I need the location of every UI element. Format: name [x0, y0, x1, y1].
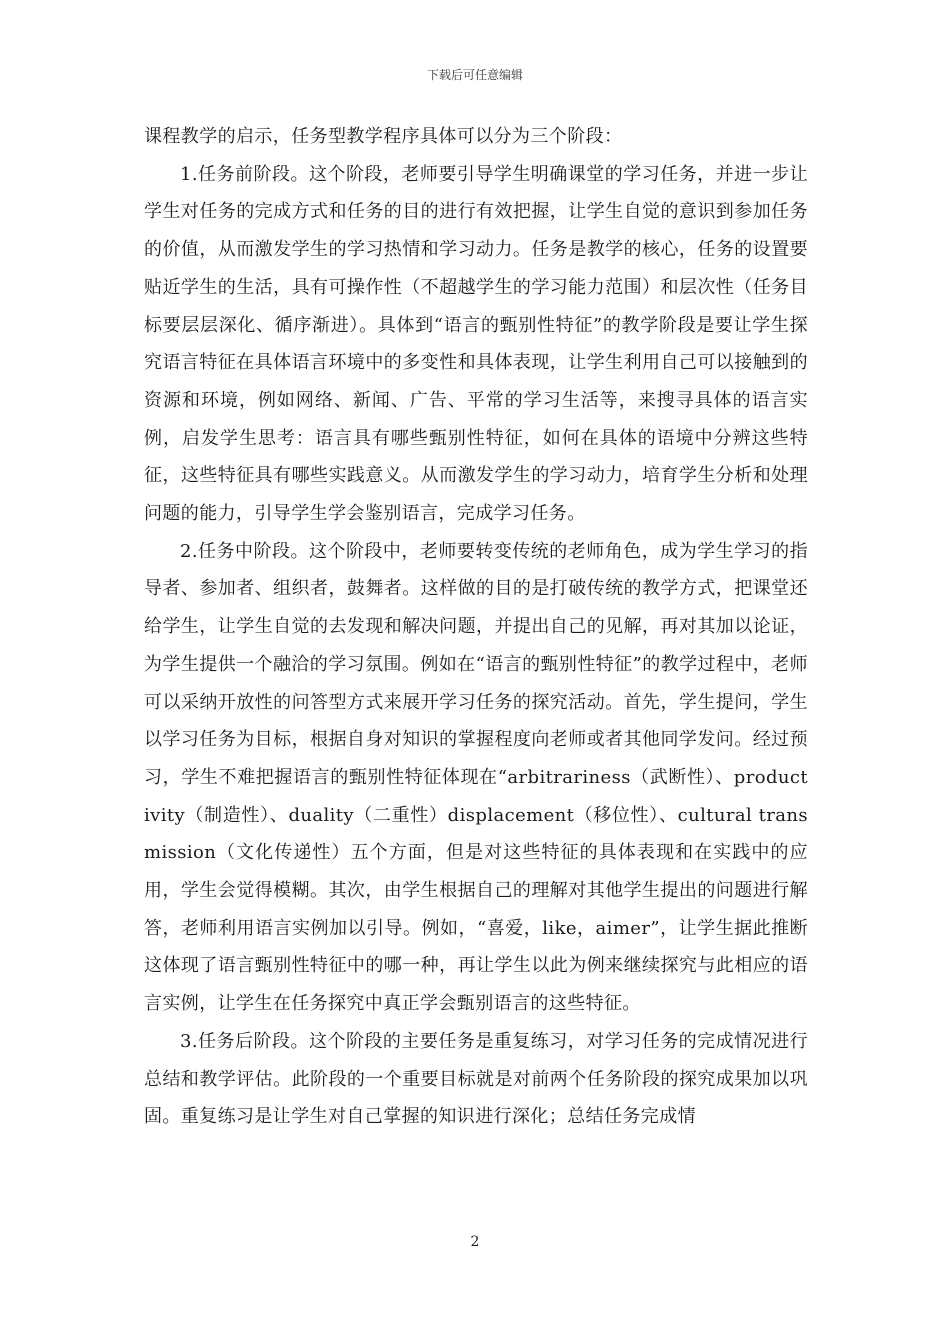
document-body — [144, 118, 808, 1136]
paragraph-intro: 课程教学的启示，任务型教学程序具体可以分为三个阶段： — [144, 126, 623, 147]
page-number: 2 — [470, 1234, 480, 1250]
paragraph-pre-task-stage: 1.任务前阶段。这个阶段，老师要引导学生明确课堂的学习任务，并进一步让学生对任务的完成方式和任务的目的进行有效把握，让学生自觉的意识到参加任务的价值，从而激发学生的学习热情和学习动力。任务是教学的核心，任务的设置要贴近学生的生活，具有可操作性（不超越学生的学习能力范围）和层次性（任务目标要层层深化、循序渐进）。具体到“语言的甄别性特征”的教学阶段是要让学生探究语言特征在具体语言环境中的多变性和具体表现，让学生利用自己可以接触到的资源和环境，例如网络、新闻、广告、平常的学习生活等，来搜寻具体的语言实例，启发学生思考：语言具有哪些甄别性特征，如何在具体的语境中分辨这些特征，这些特征具有哪些实践意义。从而激发学生的学习动力，培育学生分析和处理问题的能力，引导学生学会鉴别语言，完成学习任务。 — [144, 163, 808, 525]
page-header: 下载后可任意编辑 — [426, 68, 523, 82]
paragraph-during-task-stage: 2.任务中阶段。这个阶段中，老师要转变传统的老师角色，成为学生学习的指导者、参加者、组织者，鼓舞者。这样做的目的是打破传统的教学方式，把课堂还给学生，让学生自觉的去发现和解决问题，并提出自己的见解，再对其加以论证，为学生提供一个融洽的学习氛围。例如在“语言的甄别性特征”的教学过程中，老师可以采纳开放性的问答型方式来展开学习任务的探究活动。首先，学生提问，学生以学习任务为目标，根据自身对知识的掌握程度向老师或者其他同学发问。经过预习，学生不难把握语言的甄别性特征体现在“arbitrariness（武断性）、productivity（制造性）、duality（二重性）displacement（移位性）、cultural transmission（文化传递性）五个方面，但是对这些特征的具体表现和在实践中的应用，学生会觉得模糊。其次，由学生根据自己的理解对其他学生提出的问题进行解答，老师利用语言实例加以引导。例如，“喜爱，like，aimer”，让学生据此推断这体现了语言甄别性特征中的哪一种，再让学生以此为例来继续探究与此相应的语言实例，让学生在任务探究中真正学会甄别语言的这些特征。 — [144, 540, 808, 1015]
paragraph-post-task-stage: 3.任务后阶段。这个阶段的主要任务是重复练习，对学习任务的完成情况进行总结和教学评估。此阶段的一个重要目标就是对前两个任务阶段的探究成果加以巩固。重复练习是让学生对自己掌握的知识进行深化；总结任务完成情 — [144, 1030, 808, 1128]
